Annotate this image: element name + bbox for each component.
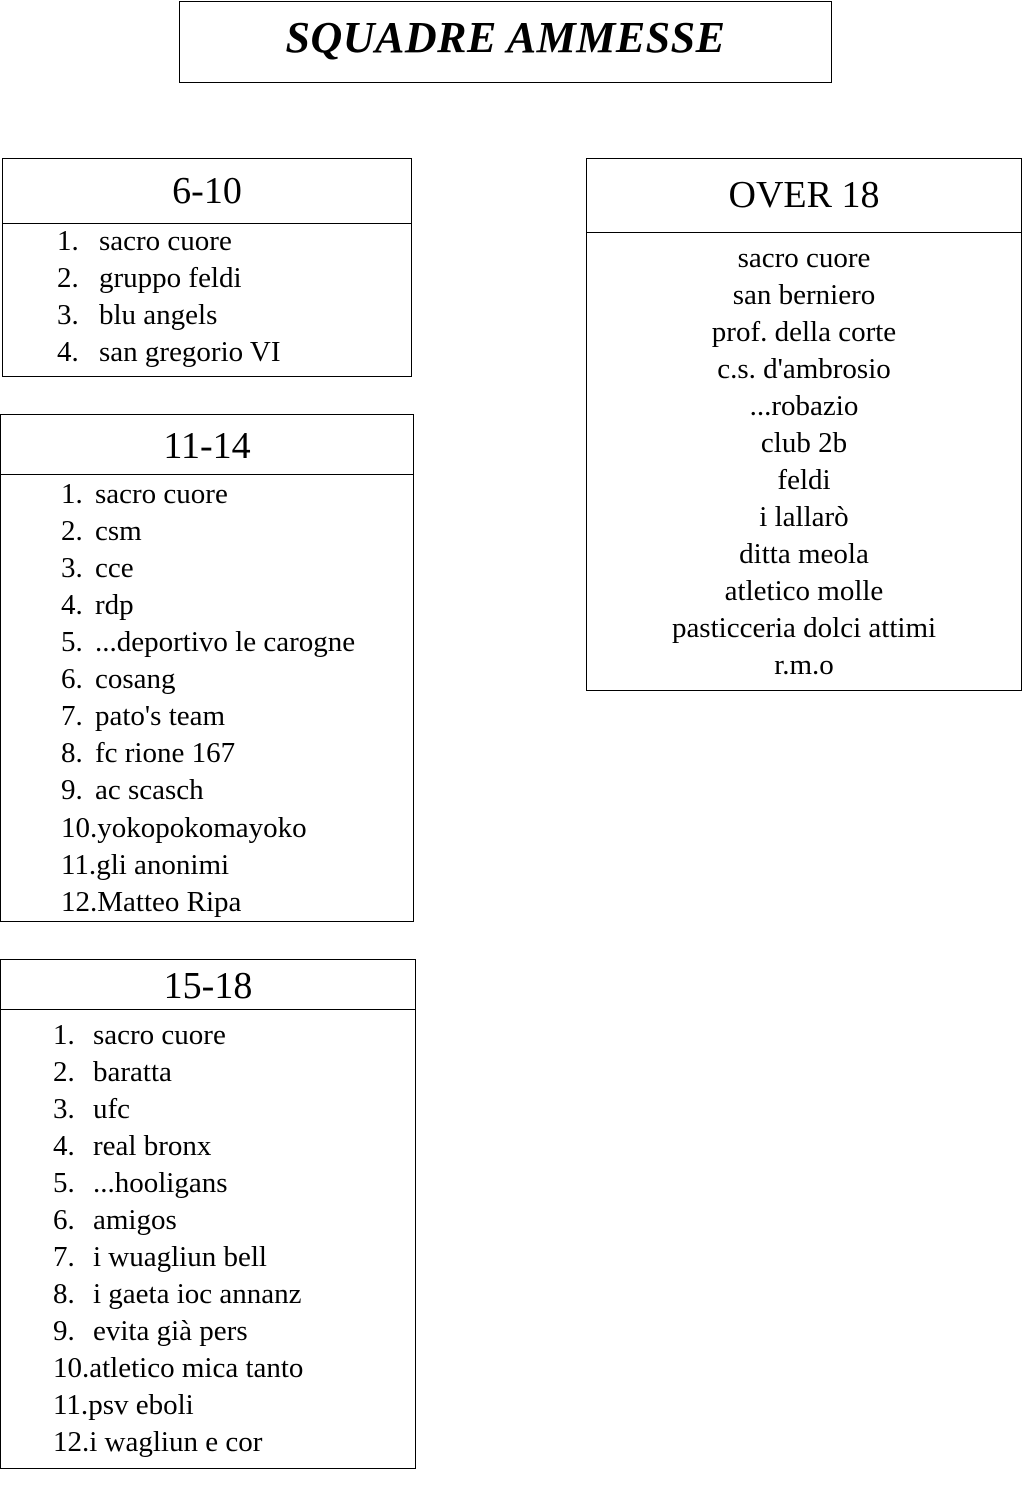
list-item: ditta meola [739, 538, 869, 570]
list-item: 8. i gaeta ioc annanz [53, 1278, 302, 1310]
list-item: i lallarò [759, 501, 849, 533]
group-heading: OVER 18 [587, 159, 1021, 233]
group-heading: 11-14 [1, 415, 413, 475]
list-item: 12.i wagliun e cor [53, 1426, 263, 1458]
list-item: 10.yokopokomayoko [61, 812, 307, 844]
list-item: 9. evita già pers [53, 1315, 248, 1347]
list-item: prof. della corte [711, 316, 897, 348]
list-item: 7. pato's team [61, 700, 226, 732]
list-item: 5. ...hooligans [53, 1167, 228, 1199]
title-box [179, 1, 832, 83]
list-item: feldi [777, 464, 831, 496]
list-item: c.s. d'ambrosio [717, 353, 891, 385]
list-item: 10.atletico mica tanto [53, 1352, 304, 1384]
list-item: 6. amigos [53, 1204, 177, 1236]
list-item: 12.Matteo Ripa [61, 886, 242, 918]
group-15-18 [0, 959, 416, 1469]
list-item: 3. blu angels [57, 299, 218, 331]
list-item: 6. cosang [61, 663, 176, 695]
group-11-14 [0, 414, 414, 922]
list-item: 5. ...deportivo le carogne [61, 626, 356, 658]
list-item: club 2b [760, 427, 848, 459]
list-item: 1. sacro cuore [57, 225, 232, 257]
group-heading: 15-18 [1, 960, 415, 1010]
list-item: 1. sacro cuore [53, 1019, 226, 1051]
list-item: pasticceria dolci attimi [671, 612, 937, 644]
list-item: 2. gruppo feldi [57, 262, 242, 294]
list-item: 4. real bronx [53, 1130, 212, 1162]
list-item: 3. cce [61, 552, 134, 584]
document-title: SQUADRE AMMESSE [285, 13, 726, 62]
list-item: atletico molle [724, 575, 884, 607]
list-item: 2. csm [61, 515, 142, 547]
list-item: 9. ac scasch [61, 774, 204, 806]
list-item: ...robazio [749, 390, 859, 422]
list-item: 7. i wuagliun bell [53, 1241, 267, 1273]
group-heading: 6-10 [3, 159, 411, 224]
list-item: 2. baratta [53, 1056, 172, 1088]
group-6-10 [2, 158, 412, 377]
list-item: 4. rdp [61, 589, 134, 621]
list-item: 3. ufc [53, 1093, 131, 1125]
list-item: 8. fc rione 167 [61, 737, 236, 769]
list-item: 11.psv eboli [53, 1389, 194, 1421]
list-item: sacro cuore [737, 242, 871, 274]
list-item: san berniero [732, 279, 876, 311]
group-over-18 [586, 158, 1022, 691]
list-item: 11.gli anonimi [61, 849, 230, 881]
list-item: 1. sacro cuore [61, 478, 228, 510]
list-item: r.m.o [774, 649, 834, 681]
list-item: 4. san gregorio VI [57, 336, 281, 368]
